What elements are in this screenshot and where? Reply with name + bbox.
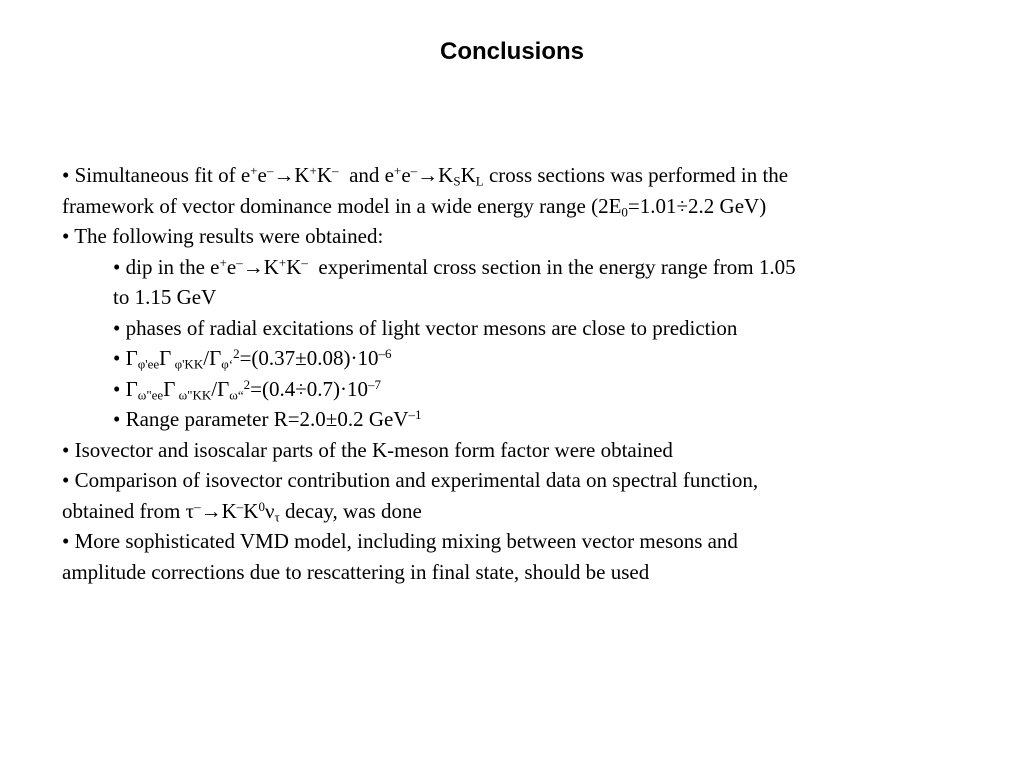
subbullet-range-parameter: • Range parameter R=2.0±0.2 GeV$^{-1}$ — [113, 406, 422, 431]
conclusions-list — [62, 160, 962, 587]
bullet-vmd-model: • More sophisticated VMD model, including mixing between vector mesons and — [62, 529, 738, 553]
bullet-marker: • — [113, 254, 126, 279]
bullet-isovector-isoscalar: • Isovector and isoscalar parts of the K-meson form factor were obtained — [62, 437, 673, 462]
subbullet-phases: • phases of radial excitations of light vector mesons are close to prediction — [113, 315, 738, 340]
bullet-comparison: • Comparison of isovector contribution and experimental data on spectral function, — [62, 468, 759, 492]
bullet-marker: • — [113, 376, 126, 401]
bullet-comparison-cont: obtained from $\tau^-\to K^-K^0\nu_\tau$ decay, was done — [62, 498, 422, 524]
slide-title: Conclusions — [439, 38, 584, 65]
bullet-marker: • — [62, 468, 75, 492]
bullet-marker: • — [62, 163, 75, 187]
bullet-marker: • — [113, 346, 126, 370]
subbullet-dip-cont: to 1.15 GeV — [113, 285, 217, 309]
bullet-vmd-model-cont: amplitude corrections due to rescattering in final state, should be used — [62, 559, 650, 584]
bullet-results-obtained: • The following results were obtained: — [62, 224, 384, 248]
bullet-marker: • — [113, 315, 126, 340]
bullet-simultaneous-fit-cont: framework of vector dominance model in a wide energy range ($2E_0=1.01\div 2.2$ GeV) — [62, 193, 767, 219]
bullet-marker: • — [62, 529, 75, 553]
bullet-marker: • — [113, 407, 126, 431]
bullet-simultaneous-fit: • Simultaneous fit of e+e–→K+K– and $e^+e^-\to K_SK_L$ cross sections was performed in the — [62, 162, 789, 189]
subbullet-omega-width-ratio: • $\Gamma_{\omega"ee}\Gamma$ $_{\omega"KK}/\Gamma_{\omega“}^2=(0.4\div 0.7)\cdot 10^{-7}$ — [113, 376, 381, 402]
subbullet-dip: • dip in the e+e–→K+K– experimental cross section in the energy range from 1.05 — [113, 254, 796, 279]
bullet-marker: • — [62, 437, 75, 462]
bullet-marker: • — [62, 224, 75, 248]
subbullet-phi-width-ratio: • $\Gamma_{\varphi'ee}\Gamma$ $_{\varphi'KK}/\Gamma_{\varphi‘}^2=(0.37\pm 0.08)\cdot 10^{-6}$ — [113, 345, 392, 372]
